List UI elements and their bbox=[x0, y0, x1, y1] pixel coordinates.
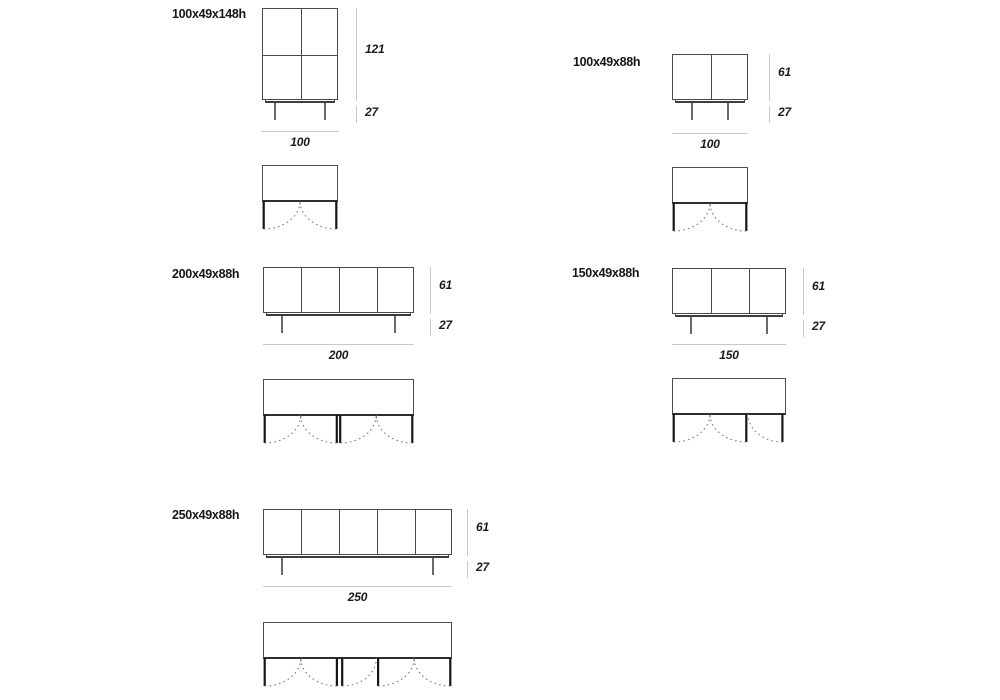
open-door bbox=[673, 203, 675, 231]
top-view-door-swing bbox=[672, 378, 786, 446]
cabinet-body bbox=[672, 268, 786, 314]
plinth bbox=[266, 313, 411, 316]
front-elevation-view bbox=[672, 54, 748, 120]
size-label: 150x49x88h bbox=[572, 266, 640, 280]
leg-height-dimension-line bbox=[803, 320, 804, 337]
leg bbox=[432, 558, 434, 575]
door-divider bbox=[377, 268, 378, 312]
front-elevation-view bbox=[262, 8, 338, 120]
cabinet-top bbox=[672, 378, 786, 415]
front-elevation-view bbox=[263, 509, 452, 575]
door-swing-arc bbox=[674, 414, 710, 442]
door-swing-arcs bbox=[263, 658, 456, 690]
body-height-dimension-line bbox=[467, 509, 468, 556]
door-swing-arc bbox=[378, 658, 414, 686]
width-value: 100 bbox=[700, 137, 720, 151]
door-divider bbox=[711, 269, 712, 313]
door-divider bbox=[263, 55, 337, 56]
leg bbox=[766, 317, 768, 334]
leg bbox=[281, 558, 283, 575]
plinth bbox=[675, 100, 745, 103]
door-swing-arcs bbox=[263, 415, 418, 447]
leg bbox=[281, 316, 283, 333]
open-door bbox=[745, 414, 747, 442]
door-swing-arc bbox=[300, 201, 336, 229]
body-height-value: 121 bbox=[365, 42, 385, 56]
door-swing-arc bbox=[301, 658, 337, 686]
size-label: 100x49x88h bbox=[573, 55, 641, 69]
cabinet-body bbox=[263, 267, 414, 313]
door-divider bbox=[377, 510, 378, 554]
door-divider bbox=[339, 510, 340, 554]
door-divider bbox=[301, 510, 302, 554]
width-dimension-line bbox=[672, 344, 786, 345]
body-height-dimension-line bbox=[803, 268, 804, 315]
width-dimension-line bbox=[672, 133, 748, 134]
open-door bbox=[264, 415, 266, 443]
front-elevation-view bbox=[672, 268, 786, 334]
door-swing-arc bbox=[265, 415, 301, 443]
door-swing-arc bbox=[264, 201, 300, 229]
door-swing-arc bbox=[342, 658, 376, 686]
body-height-value: 61 bbox=[812, 279, 825, 293]
cabinet-body bbox=[262, 8, 338, 100]
door-swing-arc bbox=[376, 415, 412, 443]
leg-height-dimension-line bbox=[769, 106, 770, 123]
cabinet-body bbox=[263, 509, 452, 555]
size-label: 100x49x148h bbox=[172, 7, 246, 21]
width-dimension-line bbox=[263, 344, 414, 345]
width-value: 200 bbox=[328, 348, 349, 362]
body-height-dimension-line bbox=[769, 54, 770, 101]
body-height-dimension-line bbox=[356, 8, 357, 101]
leg-height-dimension-line bbox=[356, 106, 357, 123]
open-door bbox=[339, 415, 341, 443]
width-dimension-line bbox=[262, 131, 338, 132]
size-label: 250x49x88h bbox=[172, 508, 240, 522]
leg bbox=[274, 103, 276, 120]
leg-height-value: 27 bbox=[439, 318, 452, 332]
door-swing-arcs bbox=[262, 201, 342, 233]
cabinet-top bbox=[262, 165, 338, 202]
leg bbox=[691, 103, 693, 120]
size-label: 200x49x88h bbox=[172, 267, 240, 281]
open-door bbox=[781, 414, 783, 442]
cabinet-top bbox=[263, 379, 414, 416]
leg bbox=[690, 317, 692, 334]
open-door bbox=[264, 658, 266, 686]
door-swing-arc bbox=[414, 658, 450, 686]
open-door bbox=[449, 658, 451, 686]
open-door bbox=[377, 658, 379, 686]
door-swing-arcs bbox=[672, 203, 752, 235]
width-value: 150 bbox=[719, 348, 739, 362]
door-divider bbox=[711, 55, 712, 99]
door-divider bbox=[415, 510, 416, 554]
leg bbox=[394, 316, 396, 333]
door-swing-arc bbox=[674, 203, 710, 231]
leg-height-value: 27 bbox=[812, 319, 825, 333]
leg bbox=[727, 103, 729, 120]
leg-height-value: 27 bbox=[476, 560, 489, 574]
body-height-value: 61 bbox=[778, 65, 791, 79]
open-door bbox=[745, 203, 747, 231]
leg-height-dimension-line bbox=[430, 319, 431, 336]
cabinet-top bbox=[263, 622, 452, 659]
open-door bbox=[341, 658, 343, 686]
width-value: 250 bbox=[347, 590, 368, 604]
plinth bbox=[266, 555, 449, 558]
door-swing-arc bbox=[340, 415, 376, 443]
top-view-door-swing bbox=[262, 165, 338, 233]
open-door bbox=[411, 415, 413, 443]
open-door bbox=[673, 414, 675, 442]
cabinet-body bbox=[672, 54, 748, 100]
top-view-door-swing bbox=[672, 167, 748, 235]
open-door bbox=[336, 658, 338, 686]
width-dimension-line bbox=[263, 586, 452, 587]
body-height-value: 61 bbox=[476, 520, 489, 534]
width-value: 100 bbox=[290, 135, 310, 149]
door-divider bbox=[749, 269, 750, 313]
door-divider bbox=[301, 268, 302, 312]
door-divider bbox=[339, 268, 340, 312]
open-door bbox=[335, 201, 337, 229]
door-swing-arc bbox=[301, 415, 337, 443]
door-swing-arcs bbox=[672, 414, 790, 446]
open-door bbox=[336, 415, 338, 443]
open-door bbox=[263, 201, 265, 229]
door-swing-arc bbox=[710, 414, 746, 442]
body-height-value: 61 bbox=[439, 278, 452, 292]
top-view-door-swing bbox=[263, 379, 414, 447]
door-swing-arc bbox=[748, 414, 782, 442]
cabinet-top bbox=[672, 167, 748, 204]
leg-height-value: 27 bbox=[365, 105, 378, 119]
door-swing-arc bbox=[710, 203, 746, 231]
door-swing-arc bbox=[265, 658, 301, 686]
leg bbox=[324, 103, 326, 120]
body-height-dimension-line bbox=[430, 267, 431, 314]
front-elevation-view bbox=[263, 267, 414, 333]
leg-height-dimension-line bbox=[467, 561, 468, 578]
leg-height-value: 27 bbox=[778, 105, 791, 119]
top-view-door-swing bbox=[263, 622, 452, 690]
